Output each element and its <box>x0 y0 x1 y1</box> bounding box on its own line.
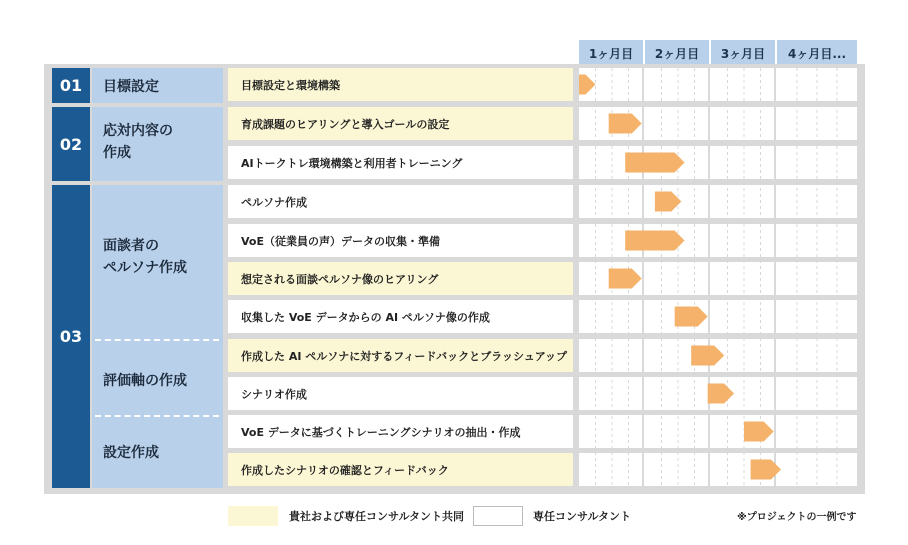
task-label: 想定される面談ペルソナ像のヒアリング <box>241 272 439 286</box>
task-label: 収集した VoE データからの AI ペルソナ像の作成 <box>241 310 490 324</box>
gantt-bar <box>691 346 724 366</box>
task-label: シナリオ作成 <box>241 387 307 401</box>
month-header-2: 2ヶ月目 <box>645 40 709 66</box>
month-header-1: 1ヶ月目 <box>579 40 643 66</box>
task-label: VoE（従業員の声）データの収集・準備 <box>241 234 440 248</box>
gantt-bar <box>675 307 708 327</box>
phase-label-goal-setting: 目標設定 <box>103 79 159 95</box>
task-label: 作成した AI ペルソナに対するフィードバックとブラッシュアップ <box>241 349 567 363</box>
task-label: VoE データに基づくトレーニングシナリオの抽出・作成 <box>241 425 521 439</box>
task-label: ペルソナ作成 <box>241 195 307 209</box>
gantt-bar <box>625 231 684 251</box>
phase-label-response-content: 応対内容の 作成 <box>103 123 173 161</box>
gantt-bar <box>625 153 684 173</box>
task-label: 目標設定と環境構築 <box>241 78 340 92</box>
task-label: AIトークトレ環境構築と利用者トレーニング <box>241 156 463 170</box>
month-header-4: 4ヶ月目... <box>777 40 857 66</box>
gantt-bar <box>708 384 734 404</box>
gantt-bar <box>609 269 642 289</box>
gantt-bar <box>744 422 774 442</box>
phase-label-evaluation-axis: 評価軸の作成 <box>103 373 187 389</box>
legend-label-shared: 貴社および専任コンサルタント共同 <box>289 510 465 523</box>
phase-number-02: 02 <box>52 107 90 181</box>
example-note: ※プロジェクトの一例です <box>737 512 857 523</box>
phase-number-03: 03 <box>52 185 90 488</box>
phase-label-setup: 設定作成 <box>103 445 159 461</box>
phase-number-01: 01 <box>52 68 90 103</box>
legend-swatch-shared <box>228 506 278 526</box>
task-label: 作成したシナリオの確認とフィードバック <box>241 463 449 477</box>
legend-swatch-dedicated <box>473 506 523 526</box>
gantt-bar <box>579 75 596 95</box>
gantt-bar <box>751 460 781 480</box>
gantt-bar <box>655 192 681 212</box>
gantt-bar <box>609 114 642 134</box>
month-header-3: 3ヶ月目 <box>711 40 775 66</box>
task-label: 育成課題のヒアリングと導入ゴールの設定 <box>241 117 450 131</box>
phase-label-persona: 面談者の ペルソナ作成 <box>103 238 187 276</box>
legend-label-dedicated: 専任コンサルタント <box>533 510 632 523</box>
